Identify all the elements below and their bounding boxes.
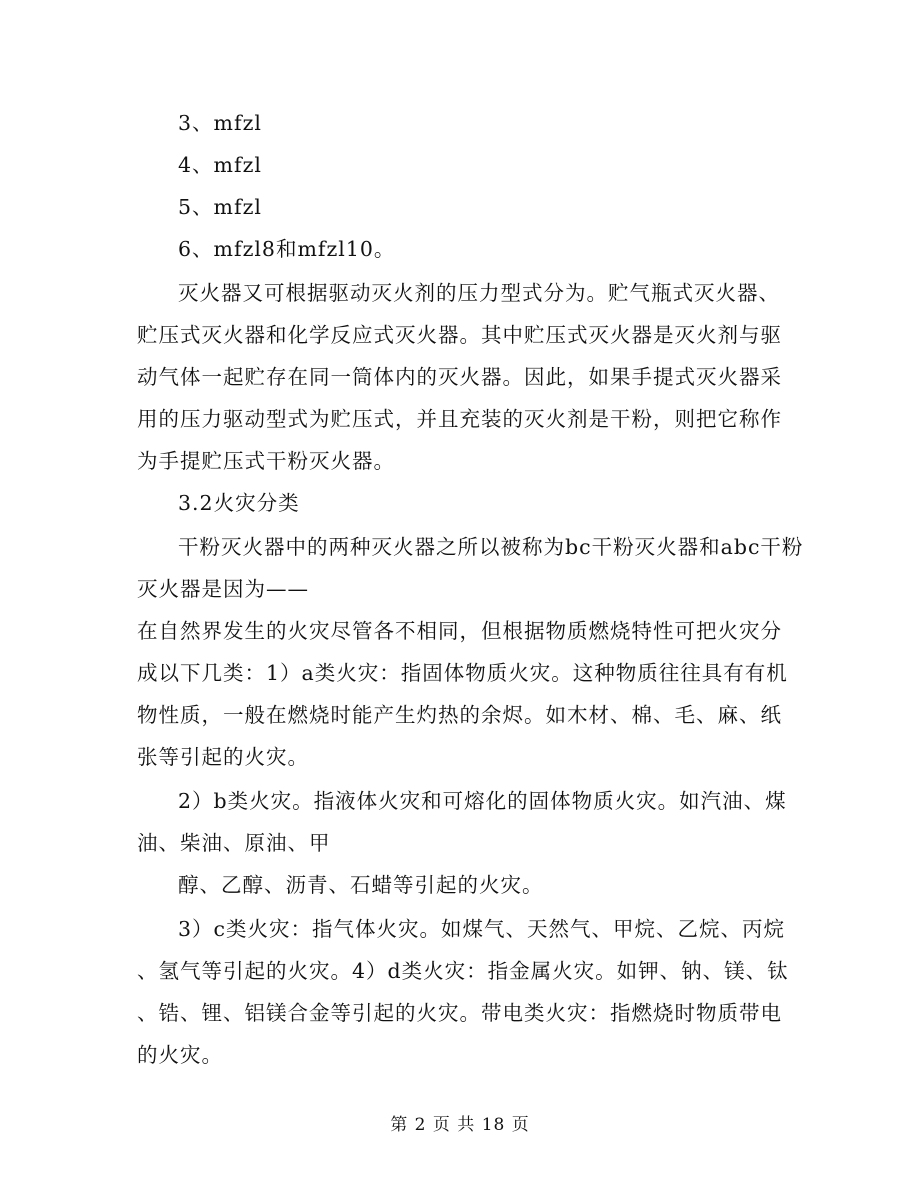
paragraph-line: 用的压力驱动型式为贮压式，并且充装的灭火剂是干粉，则把它称作 (137, 407, 782, 431)
paragraph-line: 为手提贮压式干粉灭火器。 (137, 449, 395, 473)
paragraph-line: 灭火器是因为—— (137, 577, 309, 601)
list-item: 5、mfzl (178, 195, 262, 219)
paragraph-line: 的火灾。 (137, 1043, 223, 1067)
section-heading: 3.2火灾分类 (178, 491, 300, 515)
paragraph-line: 2）b类火灾。指液体火灾和可熔化的固体物质火灾。如汽油、煤 (178, 789, 787, 813)
paragraph-line: 、氢气等引起的火灾。4）d类火灾：指金属火灾。如钾、钠、镁、钛 (137, 959, 789, 983)
paragraph-line: 醇、乙醇、沥青、石蜡等引起的火灾。 (178, 873, 544, 897)
paragraph-line: 张等引起的火灾。 (137, 745, 309, 769)
paragraph-line: 、锆、锂、铝镁合金等引起的火灾。带电类火灾：指燃烧时物质带电 (137, 1001, 782, 1025)
list-item: 4、mfzl (178, 153, 262, 177)
paragraph-line: 干粉灭火器中的两种灭火器之所以被称为bc干粉灭火器和abc干粉 (178, 535, 804, 559)
paragraph-line: 灭火器又可根据驱动灭火剂的压力型式分为。贮气瓶式灭火器、 (178, 281, 780, 305)
paragraph-line: 动气体一起贮存在同一筒体内的灭火器。因此，如果手提式灭火器采 (137, 365, 782, 389)
list-item: 6、mfzl8和mfzl10。 (178, 237, 396, 261)
paragraph-line: 贮压式灭火器和化学反应式灭火器。其中贮压式灭火器是灭火剂与驱 (137, 323, 782, 347)
paragraph-line: 在自然界发生的火灾尽管各不相同，但根据物质燃烧特性可把火灾分 (137, 619, 782, 643)
list-item: 3、mfzl (178, 111, 262, 135)
paragraph-line: 物性质，一般在燃烧时能产生灼热的余烬。如木材、棉、毛、麻、纸 (137, 703, 782, 727)
paragraph-line: 3）c类火灾：指气体火灾。如煤气、天然气、甲烷、乙烷、丙烷 (178, 917, 786, 941)
paragraph-line: 成以下几类：1）a类火灾：指固体物质火灾。这种物质往往具有有机 (137, 661, 788, 685)
paragraph-line: 油、柴油、原油、甲 (137, 831, 331, 855)
page-number-footer: 第 2 页 共 18 页 (390, 1115, 530, 1135)
